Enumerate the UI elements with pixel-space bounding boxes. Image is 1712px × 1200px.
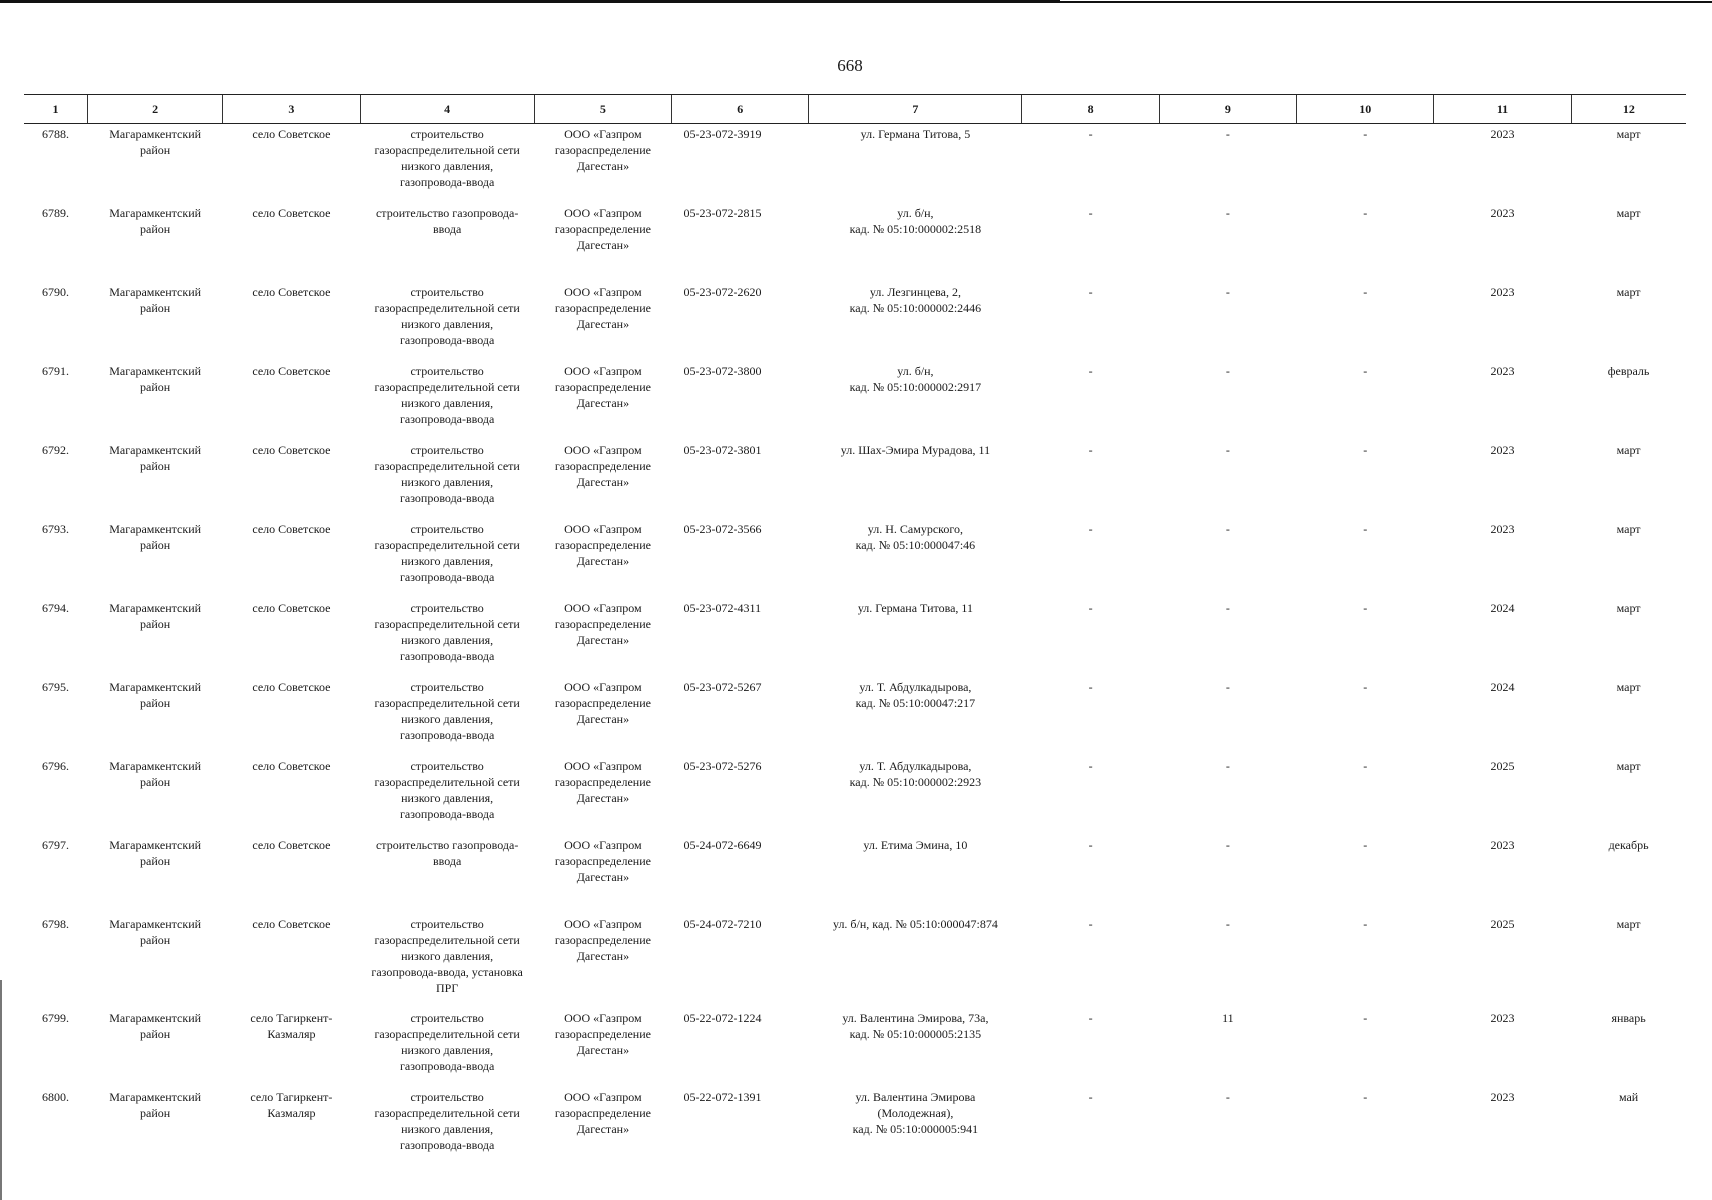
col8-cell: -	[1088, 284, 1093, 299]
district-cell: Магарамкентский район	[109, 1010, 202, 1041]
address-cell: ул. Лезгинцева, 2, кад. № 05:10:000002:2446	[849, 284, 982, 315]
row-number: 6800.	[42, 1089, 69, 1104]
col9-cell: -	[1225, 521, 1230, 536]
month-cell: март	[1616, 521, 1641, 536]
district-cell: Магарамкентский район	[109, 205, 202, 236]
col9-cell: -	[1225, 363, 1230, 378]
locality-cell: село Советское	[252, 205, 331, 220]
locality-cell: село Советское	[252, 521, 331, 536]
code-cell: 05-22-072-1391	[683, 1089, 762, 1104]
table-row	[24, 1008, 1686, 1087]
district-cell: Магарамкентский район	[109, 1089, 202, 1120]
work-description-cell: строительство газораспределительной сети низкого давления, газопровода-ввода	[374, 521, 520, 584]
col9-cell: -	[1225, 679, 1230, 694]
code-cell: 05-23-072-3801	[683, 442, 762, 457]
month-cell: март	[1616, 679, 1641, 694]
company-cell: ООО «Газпром газораспределение Дагестан»	[554, 284, 651, 331]
table-row	[24, 440, 1686, 519]
column-header-11: 11	[1434, 95, 1571, 124]
month-cell: май	[1618, 1089, 1639, 1104]
row-number: 6791.	[42, 363, 69, 378]
row-number: 6794.	[42, 600, 69, 615]
address-cell: ул. б/н, кад. № 05:10:000047:874	[832, 916, 998, 931]
table-body	[24, 124, 1686, 1166]
code-cell: 05-23-072-3800	[683, 363, 762, 378]
col8-cell: -	[1088, 837, 1093, 852]
row-number: 6796.	[42, 758, 69, 773]
locality-cell: село Советское	[252, 679, 331, 694]
code-cell: 05-22-072-1224	[683, 1010, 762, 1025]
code-cell: 05-23-072-2620	[683, 284, 762, 299]
district-cell: Магарамкентский район	[109, 916, 202, 947]
column-header-12: 12	[1571, 95, 1686, 124]
month-cell: март	[1616, 127, 1641, 141]
locality-cell: село Советское	[252, 758, 331, 773]
year-cell: 2023	[1490, 521, 1515, 536]
code-cell: 05-23-072-3919	[683, 127, 762, 141]
month-cell: февраль	[1607, 363, 1650, 378]
table-row	[24, 914, 1686, 1008]
month-cell: декабрь	[1608, 837, 1649, 852]
work-description-cell: строительство газопровода- ввода	[375, 837, 519, 868]
row-number: 6795.	[42, 679, 69, 694]
district-cell: Магарамкентский район	[109, 600, 202, 631]
company-cell: ООО «Газпром газораспределение Дагестан»	[554, 1089, 651, 1136]
work-description-cell: строительство газораспределительной сети низкого давления, газопровода-ввода, установка ПРГ	[371, 916, 523, 995]
header-row	[24, 95, 1686, 124]
work-description-cell: строительство газопровода- ввода	[375, 205, 519, 236]
column-header-3: 3	[223, 95, 360, 124]
col9-cell: -	[1225, 916, 1230, 931]
year-cell: 2025	[1490, 916, 1515, 931]
col8-cell: -	[1088, 205, 1093, 220]
address-cell: ул. Т. Абдулкадырова, кад. № 05:10:000002:2923	[849, 758, 982, 789]
col9-cell: -	[1225, 837, 1230, 852]
col8-cell: -	[1088, 521, 1093, 536]
company-cell: ООО «Газпром газораспределение Дагестан»	[554, 521, 651, 568]
month-cell: январь	[1611, 1010, 1646, 1025]
year-cell: 2023	[1490, 442, 1515, 457]
column-header-7: 7	[809, 95, 1022, 124]
col10-cell: -	[1363, 363, 1368, 378]
col8-cell: -	[1088, 1089, 1093, 1104]
col10-cell: -	[1363, 916, 1368, 931]
month-cell: март	[1616, 284, 1641, 299]
month-cell: март	[1616, 916, 1641, 931]
row-number: 6798.	[42, 916, 69, 931]
column-header-4: 4	[360, 95, 534, 124]
code-cell: 05-23-072-3566	[683, 521, 762, 536]
code-cell: 05-24-072-6649	[683, 837, 762, 852]
table-row	[24, 519, 1686, 598]
row-number: 6793.	[42, 521, 69, 536]
col10-cell: -	[1363, 205, 1368, 220]
locality-cell: село Советское	[252, 442, 331, 457]
district-cell: Магарамкентский район	[109, 127, 202, 157]
locality-cell: село Тагиркент- Казмаляр	[250, 1010, 333, 1041]
page-number: 668	[837, 56, 863, 75]
code-cell: 05-23-072-4311	[683, 600, 762, 615]
district-cell: Магарамкентский район	[109, 363, 202, 394]
col10-cell: -	[1363, 127, 1368, 141]
column-header-9: 9	[1159, 95, 1296, 124]
company-cell: ООО «Газпром газораспределение Дагестан»	[554, 127, 651, 173]
year-cell: 2023	[1490, 1010, 1515, 1025]
locality-cell: село Тагиркент- Казмаляр	[250, 1089, 333, 1120]
year-cell: 2023	[1490, 284, 1515, 299]
work-description-cell: строительство газораспределительной сети низкого давления, газопровода-ввода	[374, 600, 520, 663]
address-cell: ул. Валентина Эмирова, 73а, кад. № 05:10:000005:2135	[842, 1010, 989, 1041]
col8-cell: -	[1088, 600, 1093, 615]
column-header-5: 5	[534, 95, 671, 124]
district-cell: Магарамкентский район	[109, 284, 202, 315]
col10-cell: -	[1363, 521, 1368, 536]
row-number: 6788.	[42, 127, 69, 141]
year-cell: 2023	[1490, 363, 1515, 378]
year-cell: 2023	[1490, 837, 1515, 852]
company-cell: ООО «Газпром газораспределение Дагестан»	[554, 1010, 651, 1057]
company-cell: ООО «Газпром газораспределение Дагестан»	[554, 442, 651, 489]
work-description-cell: строительство газораспределительной сети низкого давления, газопровода-ввода	[374, 284, 520, 347]
table-row	[24, 124, 1686, 203]
company-cell: ООО «Газпром газораспределение Дагестан»	[554, 837, 651, 884]
table-row	[24, 598, 1686, 677]
locality-cell: село Советское	[252, 837, 331, 852]
col8-cell: -	[1088, 1010, 1093, 1025]
col8-cell: -	[1088, 758, 1093, 773]
address-cell: ул. б/н, кад. № 05:10:000002:2917	[849, 363, 982, 394]
table-row	[24, 835, 1686, 914]
col9-cell: -	[1225, 127, 1230, 141]
code-cell: 05-23-072-5267	[683, 679, 762, 694]
year-cell: 2024	[1490, 600, 1515, 615]
month-cell: март	[1616, 758, 1641, 773]
address-cell: ул. Шах-Эмира Мурадова, 11	[840, 442, 991, 457]
work-description-cell: строительство газораспределительной сети низкого давления, газопровода-ввода	[374, 363, 520, 426]
address-cell: ул. Германа Титова, 5	[860, 127, 971, 141]
col9-cell: -	[1225, 205, 1230, 220]
district-cell: Магарамкентский район	[109, 521, 202, 552]
code-cell: 05-23-072-5276	[683, 758, 762, 773]
month-cell: март	[1616, 442, 1641, 457]
district-cell: Магарамкентский район	[109, 442, 202, 473]
col8-cell: -	[1088, 363, 1093, 378]
col8-cell: -	[1088, 127, 1093, 141]
address-cell: ул. Т. Абдулкадырова, кад. № 05:10:00047:217	[855, 679, 976, 710]
company-cell: ООО «Газпром газораспределение Дагестан»	[554, 679, 651, 726]
table-row	[24, 282, 1686, 361]
col8-cell: -	[1088, 442, 1093, 457]
address-cell: ул. б/н, кад. № 05:10:000002:2518	[849, 205, 982, 236]
month-cell: март	[1616, 205, 1641, 220]
row-number: 6789.	[42, 205, 69, 220]
year-cell: 2023	[1490, 127, 1515, 141]
address-cell: ул. Валентина Эмирова (Молодежная), кад. № 05:10:000005:941	[852, 1089, 979, 1136]
month-cell: март	[1616, 600, 1641, 615]
code-cell: 05-23-072-2815	[683, 205, 762, 220]
work-description-cell: строительство газораспределительной сети низкого давления, газопровода-ввода	[374, 442, 520, 505]
col9-cell: -	[1225, 758, 1230, 773]
work-description-cell: строительство газораспределительной сети низкого давления, газопровода-ввода	[374, 127, 520, 189]
col8-cell: -	[1088, 679, 1093, 694]
table-row	[24, 203, 1686, 282]
locality-cell: село Советское	[252, 916, 331, 931]
locality-cell: село Советское	[252, 600, 331, 615]
year-cell: 2023	[1490, 205, 1515, 220]
locality-cell: село Советское	[252, 284, 331, 299]
col9-cell: -	[1225, 1089, 1230, 1104]
registry-table	[24, 94, 1686, 1166]
col10-cell: -	[1363, 284, 1368, 299]
row-number: 6797.	[42, 837, 69, 852]
company-cell: ООО «Газпром газораспределение Дагестан»	[554, 758, 651, 805]
top-border-rule-right	[1060, 1, 1712, 3]
locality-cell: село Советское	[252, 363, 331, 378]
column-header-10: 10	[1297, 95, 1434, 124]
column-header-8: 8	[1022, 95, 1159, 124]
column-header-2: 2	[88, 95, 223, 124]
column-header-1: 1	[24, 95, 88, 124]
col10-cell: -	[1363, 679, 1368, 694]
district-cell: Магарамкентский район	[109, 679, 202, 710]
col9-cell: -	[1225, 600, 1230, 615]
col10-cell: -	[1363, 1010, 1368, 1025]
address-cell: ул. Етима Эмина, 10	[863, 837, 968, 852]
col10-cell: -	[1363, 600, 1368, 615]
top-border-rule	[0, 0, 1060, 3]
locality-cell: село Советское	[252, 127, 331, 141]
row-number: 6799.	[42, 1010, 69, 1025]
company-cell: ООО «Газпром газораспределение Дагестан»	[554, 600, 651, 647]
year-cell: 2024	[1490, 679, 1515, 694]
row-number: 6792.	[42, 442, 69, 457]
table-row	[24, 756, 1686, 835]
col9-cell: 11	[1222, 1010, 1234, 1025]
row-number: 6790.	[42, 284, 69, 299]
col9-cell: -	[1225, 442, 1230, 457]
address-cell: ул. Н. Самурского, кад. № 05:10:000047:46	[855, 521, 976, 552]
table-row	[24, 361, 1686, 440]
company-cell: ООО «Газпром газораспределение Дагестан»	[554, 363, 651, 410]
col10-cell: -	[1363, 837, 1368, 852]
col8-cell: -	[1088, 916, 1093, 931]
col10-cell: -	[1363, 442, 1368, 457]
district-cell: Магарамкентский район	[109, 837, 202, 868]
table-row	[24, 677, 1686, 756]
table-row	[24, 1087, 1686, 1166]
company-cell: ООО «Газпром газораспределение Дагестан»	[554, 205, 651, 252]
col10-cell: -	[1363, 758, 1368, 773]
year-cell: 2025	[1490, 758, 1515, 773]
work-description-cell: строительство газораспределительной сети низкого давления, газопровода-ввода	[374, 679, 520, 742]
work-description-cell: строительство газораспределительной сети низкого давления, газопровода-ввода	[374, 758, 520, 821]
work-description-cell: строительство газораспределительной сети низкого давления, газопровода-ввода	[374, 1010, 520, 1073]
year-cell: 2023	[1490, 1089, 1515, 1104]
column-header-6: 6	[672, 95, 809, 124]
district-cell: Магарамкентский район	[109, 758, 202, 789]
address-cell: ул. Германа Титова, 11	[857, 600, 973, 615]
work-description-cell: строительство газораспределительной сети низкого давления, газопровода-ввода	[374, 1089, 520, 1152]
col9-cell: -	[1225, 284, 1230, 299]
left-margin-rule	[0, 980, 2, 1200]
company-cell: ООО «Газпром газораспределение Дагестан»	[554, 916, 651, 963]
col10-cell: -	[1363, 1089, 1368, 1104]
code-cell: 05-24-072-7210	[683, 916, 762, 931]
